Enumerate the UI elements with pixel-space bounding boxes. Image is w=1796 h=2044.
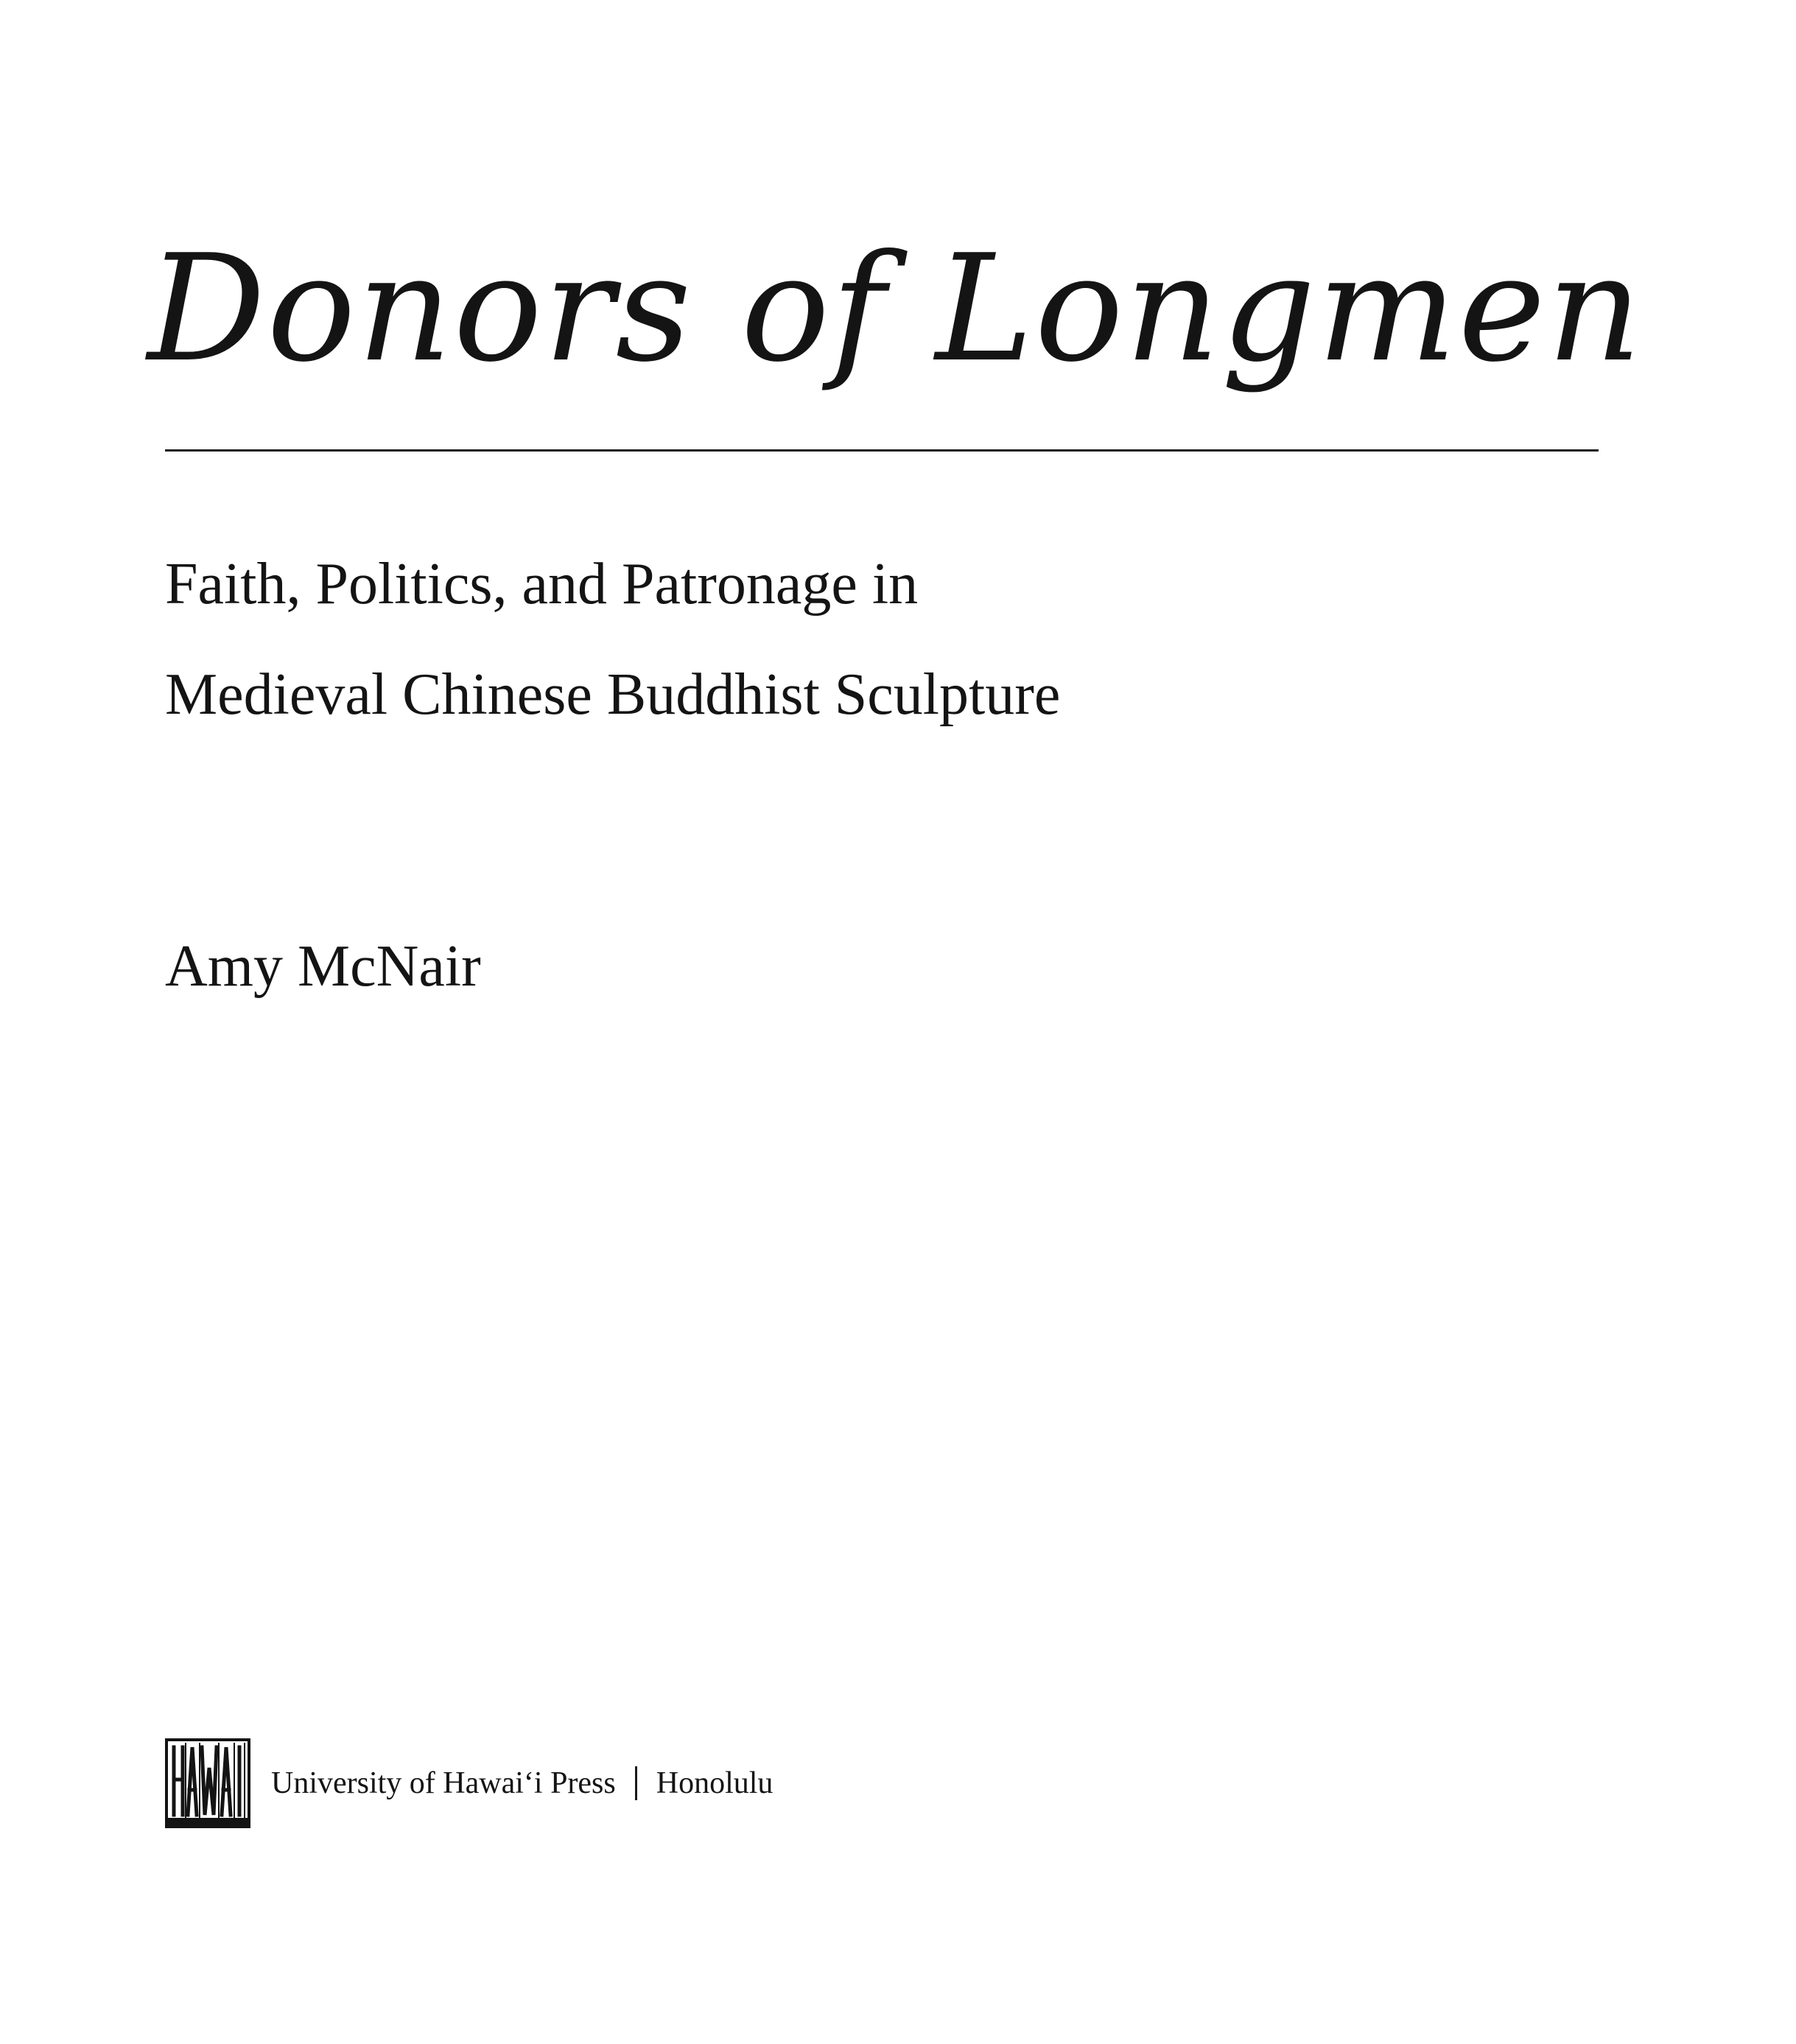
publisher-text bbox=[271, 1761, 773, 1805]
subtitle-line-1: Faith, Politics, and Patronage in bbox=[165, 552, 919, 617]
publisher-location: Honolulu bbox=[656, 1766, 774, 1800]
title-rule bbox=[165, 449, 1599, 452]
hawaii-press-logo-icon bbox=[165, 1738, 250, 1828]
publisher-separator bbox=[635, 1766, 637, 1800]
publisher-name: University of Hawai‘i Press bbox=[271, 1766, 616, 1800]
subtitle-line-2: Medieval Chinese Buddhist Sculpture bbox=[165, 662, 1061, 727]
publisher-imprint bbox=[165, 1738, 773, 1828]
book-title: Donors of Longmen bbox=[147, 223, 1644, 395]
author-name: Amy McNair bbox=[165, 934, 481, 999]
